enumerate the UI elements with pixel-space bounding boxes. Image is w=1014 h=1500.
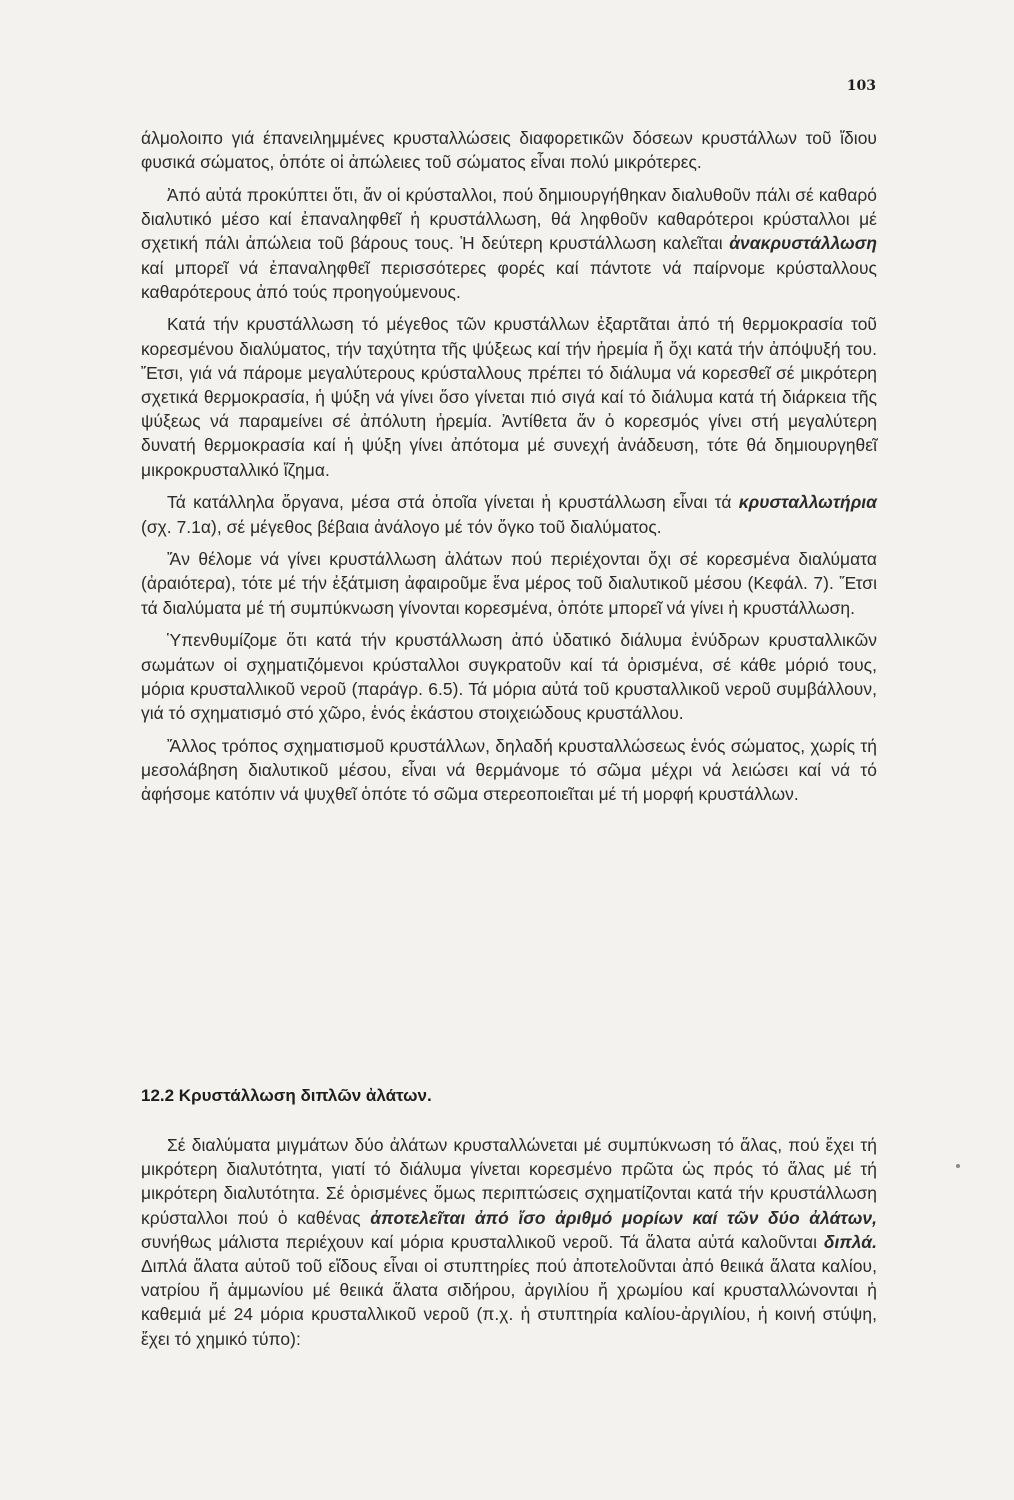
paragraph-text: Διπλά ἅλατα αὐτοῦ τοῦ εἴδους εἶναι οἱ στυπτηρίες πού ἀποτελοῦνται ἀπό θειικά ἅλατα καλίου, νατρίου ἤ ἀμμωνίου μέ θειικά ἅλατα σιδήρου, ἀργιλίου ἤ χρωμίου καί κρυσταλλώνονται ἡ καθεμιά μέ 24 μόρια κρυσταλλικοῦ νεροῦ (π.χ. ἡ στυπτηρία καλίου-ἀργιλίου, ἡ κοινή στύψη, ἔχει τό χημικό τύπο): [141, 1256, 877, 1349]
paragraph-text: καί μπορεῖ νά ἐπαναληφθεῖ περισσότερες φορές καί πάντοτε νά παίρνομε κρύσταλλους καθαρότερους ἀπό τούς προηγούμενους. [141, 257, 877, 302]
paragraph [141, 1133, 877, 1351]
paragraph-text: Τά κατάλληλα ὄργανα, μέσα στά ὁποῖα γίνεται ἡ κρυστάλλωση εἶναι τά [167, 492, 739, 513]
paragraph: Ὑπενθυμίζομε ὅτι κατά τήν κρυστάλλωση ἀπό ὑδατικό διάλυμα ἐνύδρων κρυσταλλικῶν σωμάτων οἱ σχηματιζόμενοι κρύσταλλοι συγκρατοῦν καί τά ὁρισμένα, σέ κάθε μόριό τους, μόρια κρυσταλλικοῦ νεροῦ (παράγρ. 6.5). Τά μόρια αὐτά τοῦ κρυσταλλικοῦ νεροῦ συμβάλλουν, γιά τό σχηματισμό στό χῶρο, ἑνός ἑκάστου στοιχειώδους κρυστάλλου. [141, 630, 877, 723]
term-double-salts: διπλά. [823, 1231, 877, 1252]
term-equal-molecules: ἀποτελεῖται ἀπό ἴσο ἀριθμό μορίων καί τῶν δύο ἀλάτων, [370, 1207, 877, 1228]
paragraph: Ἄν θέλομε νά γίνει κρυστάλλωση ἀλάτων πού περιέχονται ὄχι σέ κορεσμένα διαλύματα (ἀραιότερα), τότε μέ τήν ἐξάτμιση ἀφαιροῦμε ἕνα μέρος τοῦ διαλυτικοῦ μέσου (Κεφάλ. 7). Ἔτσι τά διαλύματα μέ τή συμπύκνωση γίνονται κορεσμένα, ὁπότε μπορεῖ νά γίνει ἡ κρυστάλλωση. [141, 549, 877, 618]
paragraph-text: (σχ. 7.1α), σέ μέγεθος βέβαια ἀνάλογο μέ τόν ὄγκο τοῦ διαλύματος. [141, 516, 662, 537]
paragraph: άλμολοιπο γιά έπανειλημμένες κρυσταλλώσεις διαφορετικῶν δόσεων κρυστάλλων τοῦ ἴδιου φυσικά σώματος, ὁπότε οἱ ἀπώλειες τοῦ σώματος εἶναι πολύ μικρότερες. [141, 128, 877, 173]
paragraph: Ἄλλος τρόπος σχηματισμοῦ κρυστάλλων, δηλαδή κρυσταλλώσεως ἑνός σώματος, χωρίς τή μεσολάβηση διαλυτικοῦ μέσου, εἶναι νά θερμάνομε τό σῶμα μέχρι νά λειώσει καί νά τό ἀφήσομε κατόπιν νά ψυχθεῖ ὁπότε τό σῶμα στερεοποιεῖται μέ τή μορφή κρυστάλλων. [141, 735, 877, 805]
margin-speck [956, 1164, 960, 1168]
section-12-2-text-block [141, 1133, 877, 1359]
term-crystallizers: κρυσταλλωτήρια [738, 492, 877, 513]
term-recrystallization: ἀνακρυστάλλωση [729, 233, 877, 254]
page-number: 103 [846, 78, 876, 94]
intro-text-block [141, 126, 877, 815]
paragraph-text: Ἀπό αὐτά προκύπτει ὅτι, ἄν οἱ κρύσταλλοι, πού δημιουργήθηκαν διαλυθοῦν πάλι σέ καθαρό διαλυτικό μέσο καί ἐπαναληφθεῖ ἡ κρυστάλλωση, θά ληφθοῦν καθαρότεροι κρύσταλλοι μέ σχετική πάλι ἀπώλεια τοῦ βάρους τους. Ἡ δεύτερη κρυστάλλωση καλεῖται [141, 184, 877, 254]
paragraph: Κατά τήν κρυστάλλωση τό μέγεθος τῶν κρυστάλλων ἐξαρτᾶται ἀπό τή θερμοκρασία τοῦ κορεσμένου διαλύματος, τήν ταχύτητα τῆς ψύξεως καί τήν ἠρεμία ἤ ὄχι κατά τήν ἀπόψυξή του. Ἔτσι, γιά νά πάρομε μεγαλύτερους κρύσταλλους πρέπει τό διάλυμα νά κορεσθεῖ σέ μικρότερη σχετικά θερμοκρασία, ἡ ψύξη νά γίνει ὅσο γίνεται πιό σιγά καί τό διάλυμα κατά τή διάρκεια τῆς ψύξεως νά παραμείνει σέ ἀπόλυτη ἠρεμία. Ἀντίθετα ἄν ὁ κορεσμός γίνει στή μεγαλύτερη δυνατή θερμοκρασία καί ἡ ψύξη γίνει ἀπότομα μέ συνεχή ἀνάδευση, τότε θά δημιουργηθεῖ μικροκρυσταλλικό ἴζημα. [141, 314, 877, 480]
paragraph-text: συνήθως μάλιστα περιέχουν καί μόρια κρυσταλλικοῦ νεροῦ. Τά ἅλατα αὐτά καλοῦνται [141, 1231, 824, 1252]
paragraph-text: Σέ διαλύματα μιγμάτων δύο ἀλάτων κρυσταλλώνεται μέ συμπύκνωση τό ἅλας, πού ἔχει τή μικρότερη διαλυτότητα, γιατί τό διάλυμα γίνεται κορεσμένο πρῶτα ὡς πρός τό ἅλας μέ τή μικρότερη διαλυτότητα. Σέ ὁρισμένες ὅμως περιπτώσεις σχηματίζονται κατά τήν κρυστάλλωση κρύσταλλοι πού ὁ καθένας [141, 1135, 877, 1228]
section-heading: 12.2 Κρυστάλλωση διπλῶν ἀλάτων. [141, 1086, 432, 1105]
paragraph [141, 490, 877, 538]
paragraph [141, 183, 877, 304]
